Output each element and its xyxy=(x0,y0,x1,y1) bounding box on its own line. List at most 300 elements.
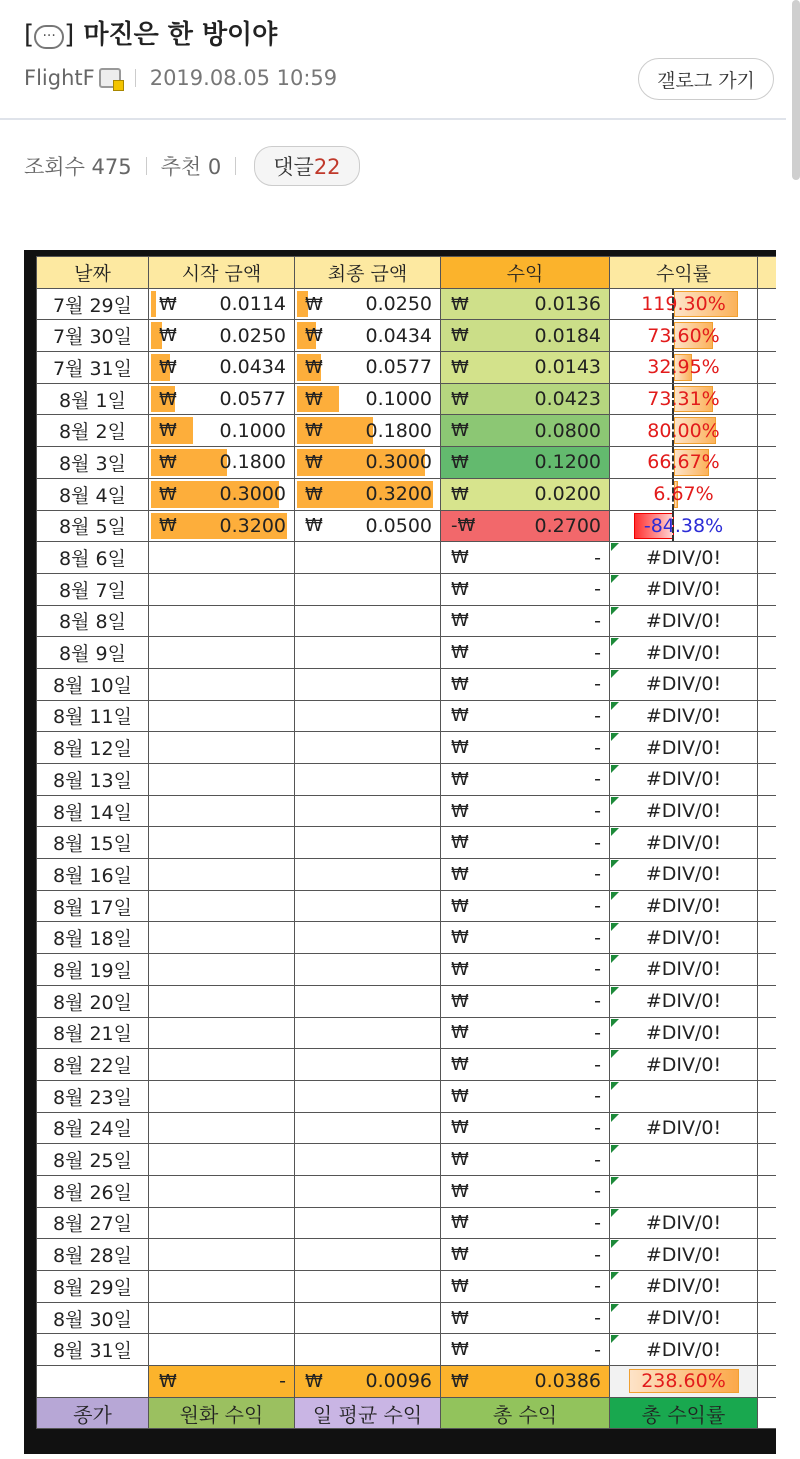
date-cell: 8월 1일 xyxy=(37,383,149,415)
profit-cell-value: - xyxy=(594,1021,601,1044)
rate-axis-line xyxy=(672,447,674,478)
won-symbol xyxy=(305,357,323,378)
final-amount-cell-inner xyxy=(295,415,440,446)
won-text: ₩ xyxy=(159,451,177,473)
table-row xyxy=(37,383,777,415)
final-amount-cell-inner xyxy=(295,384,440,415)
start-amount-cell xyxy=(149,668,295,700)
table-row xyxy=(37,320,777,352)
profit-rate-cell xyxy=(610,605,758,637)
header-extra xyxy=(758,257,777,289)
extra-cell xyxy=(758,732,777,764)
error-indicator-icon xyxy=(611,987,619,995)
extra-cell xyxy=(758,1366,777,1398)
final-amount-cell xyxy=(295,859,441,891)
extra-cell xyxy=(758,573,777,605)
won-symbol: ₩ xyxy=(451,610,469,632)
profit-rate-cell xyxy=(610,637,758,669)
won-symbol xyxy=(305,515,323,536)
profit-cell-inner xyxy=(441,606,609,637)
header-profit-rate: 수익률 xyxy=(610,257,758,289)
table-row xyxy=(37,415,777,447)
profit-rate-value: #DIV/0! xyxy=(645,926,722,949)
table-row xyxy=(37,859,777,891)
start-amount-cell xyxy=(149,732,295,764)
start-total-cell xyxy=(149,1366,295,1398)
start-amount-cell xyxy=(149,1334,295,1366)
won-symbol: ₩ xyxy=(451,768,469,790)
date-cell: 8월 18일 xyxy=(37,922,149,954)
extra-cell xyxy=(758,542,777,574)
profit-rate-cell xyxy=(610,922,758,954)
final-amount-cell xyxy=(295,352,441,384)
profit-rate-value: #DIV/0! xyxy=(645,578,722,601)
table-row xyxy=(37,1144,777,1176)
profit-rate-value: #DIV/0! xyxy=(645,831,722,854)
author-name[interactable]: FlightF xyxy=(24,66,95,90)
final-amount-cell-value: 0.1800 xyxy=(365,419,432,442)
final-amount-cell xyxy=(295,1017,441,1049)
extra-cell xyxy=(758,985,777,1017)
date-cell: 8월 20일 xyxy=(37,985,149,1017)
profit-cell xyxy=(441,1017,610,1049)
won-symbol: ₩ xyxy=(451,673,469,695)
profit-cell-inner xyxy=(441,732,609,763)
extra-cell xyxy=(758,1239,777,1271)
error-indicator-icon xyxy=(611,797,619,805)
profit-cell-inner xyxy=(441,1239,609,1270)
date-cell: 8월 22일 xyxy=(37,1049,149,1081)
profit-rate-cell xyxy=(610,1207,758,1239)
negative-sign: - xyxy=(451,515,458,537)
final-amount-cell-value: 0.1000 xyxy=(365,388,432,411)
error-indicator-icon xyxy=(611,892,619,900)
profit-rate-value: #DIV/0! xyxy=(645,800,722,823)
profit-cell xyxy=(441,985,610,1017)
error-indicator-icon xyxy=(611,923,619,931)
error-indicator-icon xyxy=(611,733,619,741)
error-indicator-icon xyxy=(611,765,619,773)
table-row xyxy=(37,1049,777,1081)
start-amount-cell xyxy=(149,1144,295,1176)
profit-rate-cell xyxy=(610,415,758,447)
table-row xyxy=(37,954,777,986)
final-amount-cell xyxy=(295,510,441,542)
error-indicator-icon xyxy=(611,1335,619,1343)
error-indicator-icon xyxy=(611,828,619,836)
final-amount-cell xyxy=(295,288,441,320)
profit-cell-inner xyxy=(441,542,609,573)
error-indicator-icon xyxy=(611,670,619,678)
profit-cell xyxy=(441,415,610,447)
final-amount-cell xyxy=(295,1239,441,1271)
profit-rate-value: #DIV/0! xyxy=(645,609,722,632)
final-amount-cell xyxy=(295,985,441,1017)
extra-cell xyxy=(758,1334,777,1366)
profit-cell xyxy=(441,1334,610,1366)
stats-divider xyxy=(146,157,147,175)
rate-axis-line xyxy=(672,479,674,510)
profit-rate-cell xyxy=(610,732,758,764)
start-amount-cell-value: 0.3200 xyxy=(219,514,286,537)
profit-rate-cell xyxy=(610,859,758,891)
error-indicator-icon xyxy=(611,1145,619,1153)
profit-rate-cell xyxy=(610,288,758,320)
profit-rate-value: 73.60% xyxy=(647,324,720,347)
final-amount-cell xyxy=(295,1049,441,1081)
profit-rate-value: #DIV/0! xyxy=(645,1211,722,1234)
table-row xyxy=(37,1302,777,1334)
profit-cell xyxy=(441,827,610,859)
extra-cell xyxy=(758,1112,777,1144)
table-row xyxy=(37,1207,777,1239)
error-indicator-icon xyxy=(611,1019,619,1027)
final-amount-cell xyxy=(295,922,441,954)
date-cell: 8월 7일 xyxy=(37,573,149,605)
profit-rate-value: #DIV/0! xyxy=(645,641,722,664)
profit-cell-value: - xyxy=(594,641,601,664)
profit-rate-cell xyxy=(610,1144,758,1176)
extra-cell xyxy=(758,510,777,542)
profit-cell-inner xyxy=(441,1113,609,1144)
profit-rate-cell xyxy=(610,510,758,542)
final-amount-cell-inner xyxy=(295,320,440,351)
table-row xyxy=(37,1112,777,1144)
profit-cell xyxy=(441,1112,610,1144)
start-amount-cell xyxy=(149,447,295,479)
won-symbol: ₩ xyxy=(451,958,469,980)
profit-rate-cell xyxy=(610,383,758,415)
error-indicator-icon xyxy=(611,1240,619,1248)
won-symbol: ₩ xyxy=(451,1117,469,1139)
won-symbol: ₩ xyxy=(451,800,469,822)
won-text: ₩ xyxy=(159,515,177,537)
profit-cell-inner xyxy=(441,1334,609,1365)
date-cell: 7월 30일 xyxy=(37,320,149,352)
profit-cell xyxy=(441,890,610,922)
gallog-button[interactable]: 갤로그 가기 xyxy=(638,58,774,100)
table-row xyxy=(37,573,777,605)
table-row xyxy=(37,922,777,954)
won-symbol: ₩ xyxy=(451,990,469,1012)
won-text: ₩ xyxy=(305,356,323,378)
member-level-icon xyxy=(99,68,121,88)
profit-cell xyxy=(441,1302,610,1334)
won-symbol xyxy=(451,420,469,441)
extra-cell xyxy=(758,890,777,922)
profit-rate-value: #DIV/0! xyxy=(645,1307,722,1330)
error-indicator-icon xyxy=(611,1177,619,1185)
error-indicator-icon xyxy=(611,955,619,963)
profit-cell xyxy=(441,764,610,796)
comment-label: 댓글 xyxy=(273,155,314,179)
profit-cell xyxy=(441,1175,610,1207)
won-symbol: ₩ xyxy=(451,863,469,885)
header-profit: 수익 xyxy=(441,257,610,289)
profit-rate-value: #DIV/0! xyxy=(645,736,722,759)
profit-cell xyxy=(441,320,610,352)
won-symbol: ₩ xyxy=(451,895,469,917)
profit-cell-value: - xyxy=(594,1180,601,1203)
won-text: ₩ xyxy=(159,388,177,410)
final-amount-cell xyxy=(295,637,441,669)
table-row xyxy=(37,542,777,574)
totals-label-cell xyxy=(37,1366,149,1398)
profit-cell xyxy=(441,1144,610,1176)
profit-cell-value: - xyxy=(594,990,601,1013)
table-row xyxy=(37,1239,777,1271)
profit-rate-cell xyxy=(610,1175,758,1207)
profit-cell-inner xyxy=(441,320,609,351)
data-bar xyxy=(151,291,156,318)
start-amount-cell-value: 0.3000 xyxy=(219,483,286,506)
won-symbol xyxy=(305,420,323,441)
rate-axis-line xyxy=(672,352,674,383)
scrollbar[interactable] xyxy=(792,0,800,180)
final-amount-cell xyxy=(295,1144,441,1176)
profit-cell xyxy=(441,668,610,700)
table-row xyxy=(37,795,777,827)
start-amount-cell-inner xyxy=(149,289,294,320)
won-text: ₩ xyxy=(451,451,469,473)
post-stats xyxy=(24,146,360,186)
profit-cell-value: 0.0143 xyxy=(534,356,601,379)
profit-cell-value: - xyxy=(594,926,601,949)
final-amount-cell-value: 0.3000 xyxy=(365,451,432,474)
table-row xyxy=(37,1080,777,1112)
profit-cell-inner xyxy=(441,289,609,320)
profit-cell xyxy=(441,605,610,637)
total-rate-value: 238.60% xyxy=(629,1369,739,1393)
final-amount-cell-inner xyxy=(295,511,440,542)
date-cell: 8월 19일 xyxy=(37,954,149,986)
comment-button[interactable] xyxy=(254,146,359,186)
stats-divider xyxy=(235,157,236,175)
profit-rate-cell xyxy=(610,1302,758,1334)
profit-cell xyxy=(441,732,610,764)
final-amount-cell-inner xyxy=(295,352,440,383)
final-amount-cell xyxy=(295,573,441,605)
start-amount-cell-inner xyxy=(149,352,294,383)
won-symbol xyxy=(451,294,469,315)
final-amount-cell xyxy=(295,1271,441,1303)
profit-rate-value: #DIV/0! xyxy=(645,1021,722,1044)
start-amount-cell xyxy=(149,288,295,320)
profit-rate-value: #DIV/0! xyxy=(645,546,722,569)
date-cell: 8월 27일 xyxy=(37,1207,149,1239)
header-final-amount: 최종 금액 xyxy=(295,257,441,289)
final-amount-cell-value: 0.0434 xyxy=(365,324,432,347)
date-cell: 8월 26일 xyxy=(37,1175,149,1207)
start-amount-cell xyxy=(149,954,295,986)
profit-cell-value: - xyxy=(594,736,601,759)
profit-cell-inner xyxy=(441,1176,609,1207)
profit-rate-value: #DIV/0! xyxy=(645,768,722,791)
rate-axis-line xyxy=(672,289,674,320)
table-row xyxy=(37,764,777,796)
start-amount-cell xyxy=(149,1207,295,1239)
start-amount-cell xyxy=(149,383,295,415)
date-cell: 8월 11일 xyxy=(37,700,149,732)
final-amount-cell xyxy=(295,1112,441,1144)
extra-cell xyxy=(758,795,777,827)
table-row xyxy=(37,668,777,700)
date-cell: 7월 31일 xyxy=(37,352,149,384)
extra-cell xyxy=(758,383,777,415)
profit-cell-value: - xyxy=(594,1307,601,1330)
profit-cell xyxy=(441,288,610,320)
won-text: ₩ xyxy=(305,293,323,315)
start-amount-cell-inner xyxy=(149,479,294,510)
final-amount-cell xyxy=(295,320,441,352)
won-symbol: ₩ xyxy=(451,1339,469,1361)
extra-cell xyxy=(758,859,777,891)
extra-cell xyxy=(758,352,777,384)
footer-total-profit: 총 수익 xyxy=(441,1397,610,1429)
start-amount-cell xyxy=(149,1271,295,1303)
profit-rate-cell xyxy=(610,1271,758,1303)
error-indicator-icon xyxy=(611,1209,619,1217)
profit-rate-cell xyxy=(610,1112,758,1144)
date-cell: 8월 24일 xyxy=(37,1112,149,1144)
profit-cell-value: - xyxy=(594,1116,601,1139)
category-label: [ ··· ] xyxy=(24,20,75,50)
won-symbol: ₩ xyxy=(451,1212,469,1234)
date-cell: 8월 15일 xyxy=(37,827,149,859)
start-amount-cell xyxy=(149,795,295,827)
extra-cell xyxy=(758,415,777,447)
profit-rate-cell xyxy=(610,1049,758,1081)
rate-axis-line xyxy=(672,320,674,351)
start-amount-cell xyxy=(149,478,295,510)
profit-rate-cell xyxy=(610,352,758,384)
won-symbol: ₩ xyxy=(451,1085,469,1107)
profit-cell xyxy=(441,1271,610,1303)
final-amount-cell xyxy=(295,827,441,859)
profit-cell-inner xyxy=(441,1081,609,1112)
table-row xyxy=(37,1271,777,1303)
won-text: ₩ xyxy=(451,483,469,505)
table-row xyxy=(37,827,777,859)
profit-rate-cell xyxy=(610,1239,758,1271)
date-cell: 8월 13일 xyxy=(37,764,149,796)
table-row xyxy=(37,890,777,922)
won-symbol: ₩ xyxy=(451,1370,469,1392)
date-cell: 8월 8일 xyxy=(37,605,149,637)
final-amount-cell xyxy=(295,732,441,764)
won-symbol: ₩ xyxy=(305,1370,323,1392)
final-amount-cell xyxy=(295,478,441,510)
profit-cell-value: - xyxy=(594,1338,601,1361)
won-symbol: ₩ xyxy=(451,832,469,854)
won-symbol xyxy=(451,515,475,536)
table-row xyxy=(37,1334,777,1366)
profit-cell xyxy=(441,1049,610,1081)
won-symbol xyxy=(159,515,177,536)
error-indicator-icon xyxy=(611,1082,619,1090)
won-symbol xyxy=(451,325,469,346)
profit-cell-inner xyxy=(441,701,609,732)
profit-cell-value: - xyxy=(594,673,601,696)
start-amount-cell-inner xyxy=(149,415,294,446)
profit-rate-cell xyxy=(610,1334,758,1366)
profit-cell xyxy=(441,859,610,891)
extra-cell xyxy=(758,605,777,637)
date-cell: 8월 14일 xyxy=(37,795,149,827)
profit-cell-value: - xyxy=(594,1085,601,1108)
final-amount-cell-inner xyxy=(295,479,440,510)
profit-rate-value: #DIV/0! xyxy=(645,990,722,1013)
final-amount-cell xyxy=(295,700,441,732)
start-amount-cell xyxy=(149,890,295,922)
more-icon: ··· xyxy=(34,25,64,49)
date-cell: 8월 29일 xyxy=(37,1271,149,1303)
profit-rate-cell xyxy=(610,668,758,700)
won-symbol: ₩ xyxy=(451,1149,469,1171)
won-text: ₩ xyxy=(159,483,177,505)
error-indicator-icon xyxy=(611,638,619,646)
date-cell: 8월 30일 xyxy=(37,1302,149,1334)
start-amount-cell xyxy=(149,573,295,605)
profit-rate-value: 73.31% xyxy=(647,388,720,411)
profit-cell xyxy=(441,1207,610,1239)
final-amount-cell xyxy=(295,605,441,637)
extra-cell xyxy=(758,922,777,954)
date-cell: 8월 12일 xyxy=(37,732,149,764)
final-total-cell xyxy=(295,1366,441,1398)
profit-rate-value: #DIV/0! xyxy=(645,673,722,696)
won-text: ₩ xyxy=(457,515,476,537)
profit-rate-cell xyxy=(610,1080,758,1112)
profit-rate-value: #DIV/0! xyxy=(645,704,722,727)
profit-rate-value: 80.00% xyxy=(647,419,720,442)
won-symbol: ₩ xyxy=(451,1054,469,1076)
profit-cell-value: 0.0136 xyxy=(534,293,601,316)
profit-rate-cell xyxy=(610,954,758,986)
won-symbol: ₩ xyxy=(451,1180,469,1202)
start-amount-cell xyxy=(149,700,295,732)
profit-rate-value: #DIV/0! xyxy=(645,1275,722,1298)
start-amount-cell xyxy=(149,1080,295,1112)
profit-rate-value: #DIV/0! xyxy=(645,1053,722,1076)
extra-cell xyxy=(758,700,777,732)
profit-rate-value: 66.67% xyxy=(647,451,720,474)
total-rate-cell xyxy=(610,1366,758,1398)
final-amount-cell xyxy=(295,383,441,415)
date-cell: 8월 9일 xyxy=(37,637,149,669)
start-amount-cell xyxy=(149,352,295,384)
profit-cell-inner xyxy=(441,637,609,668)
date-cell: 8월 17일 xyxy=(37,890,149,922)
start-amount-cell xyxy=(149,859,295,891)
start-amount-cell xyxy=(149,1049,295,1081)
won-symbol xyxy=(159,389,177,410)
date-cell: 8월 5일 xyxy=(37,510,149,542)
profit-cell-inner xyxy=(441,1271,609,1302)
final-total-cell-inner xyxy=(295,1366,440,1397)
date-cell: 8월 25일 xyxy=(37,1144,149,1176)
final-amount-cell-value: 0.0500 xyxy=(365,514,432,537)
start-amount-cell xyxy=(149,510,295,542)
profit-rate-cell xyxy=(610,764,758,796)
profit-rate-cell xyxy=(610,890,758,922)
start-amount-cell-value: 0.0434 xyxy=(219,356,286,379)
date-cell: 8월 28일 xyxy=(37,1239,149,1271)
won-symbol xyxy=(305,484,323,505)
date-cell: 7월 29일 xyxy=(37,288,149,320)
start-total-cell-inner xyxy=(149,1366,294,1397)
profit-cell-value: - xyxy=(594,831,601,854)
